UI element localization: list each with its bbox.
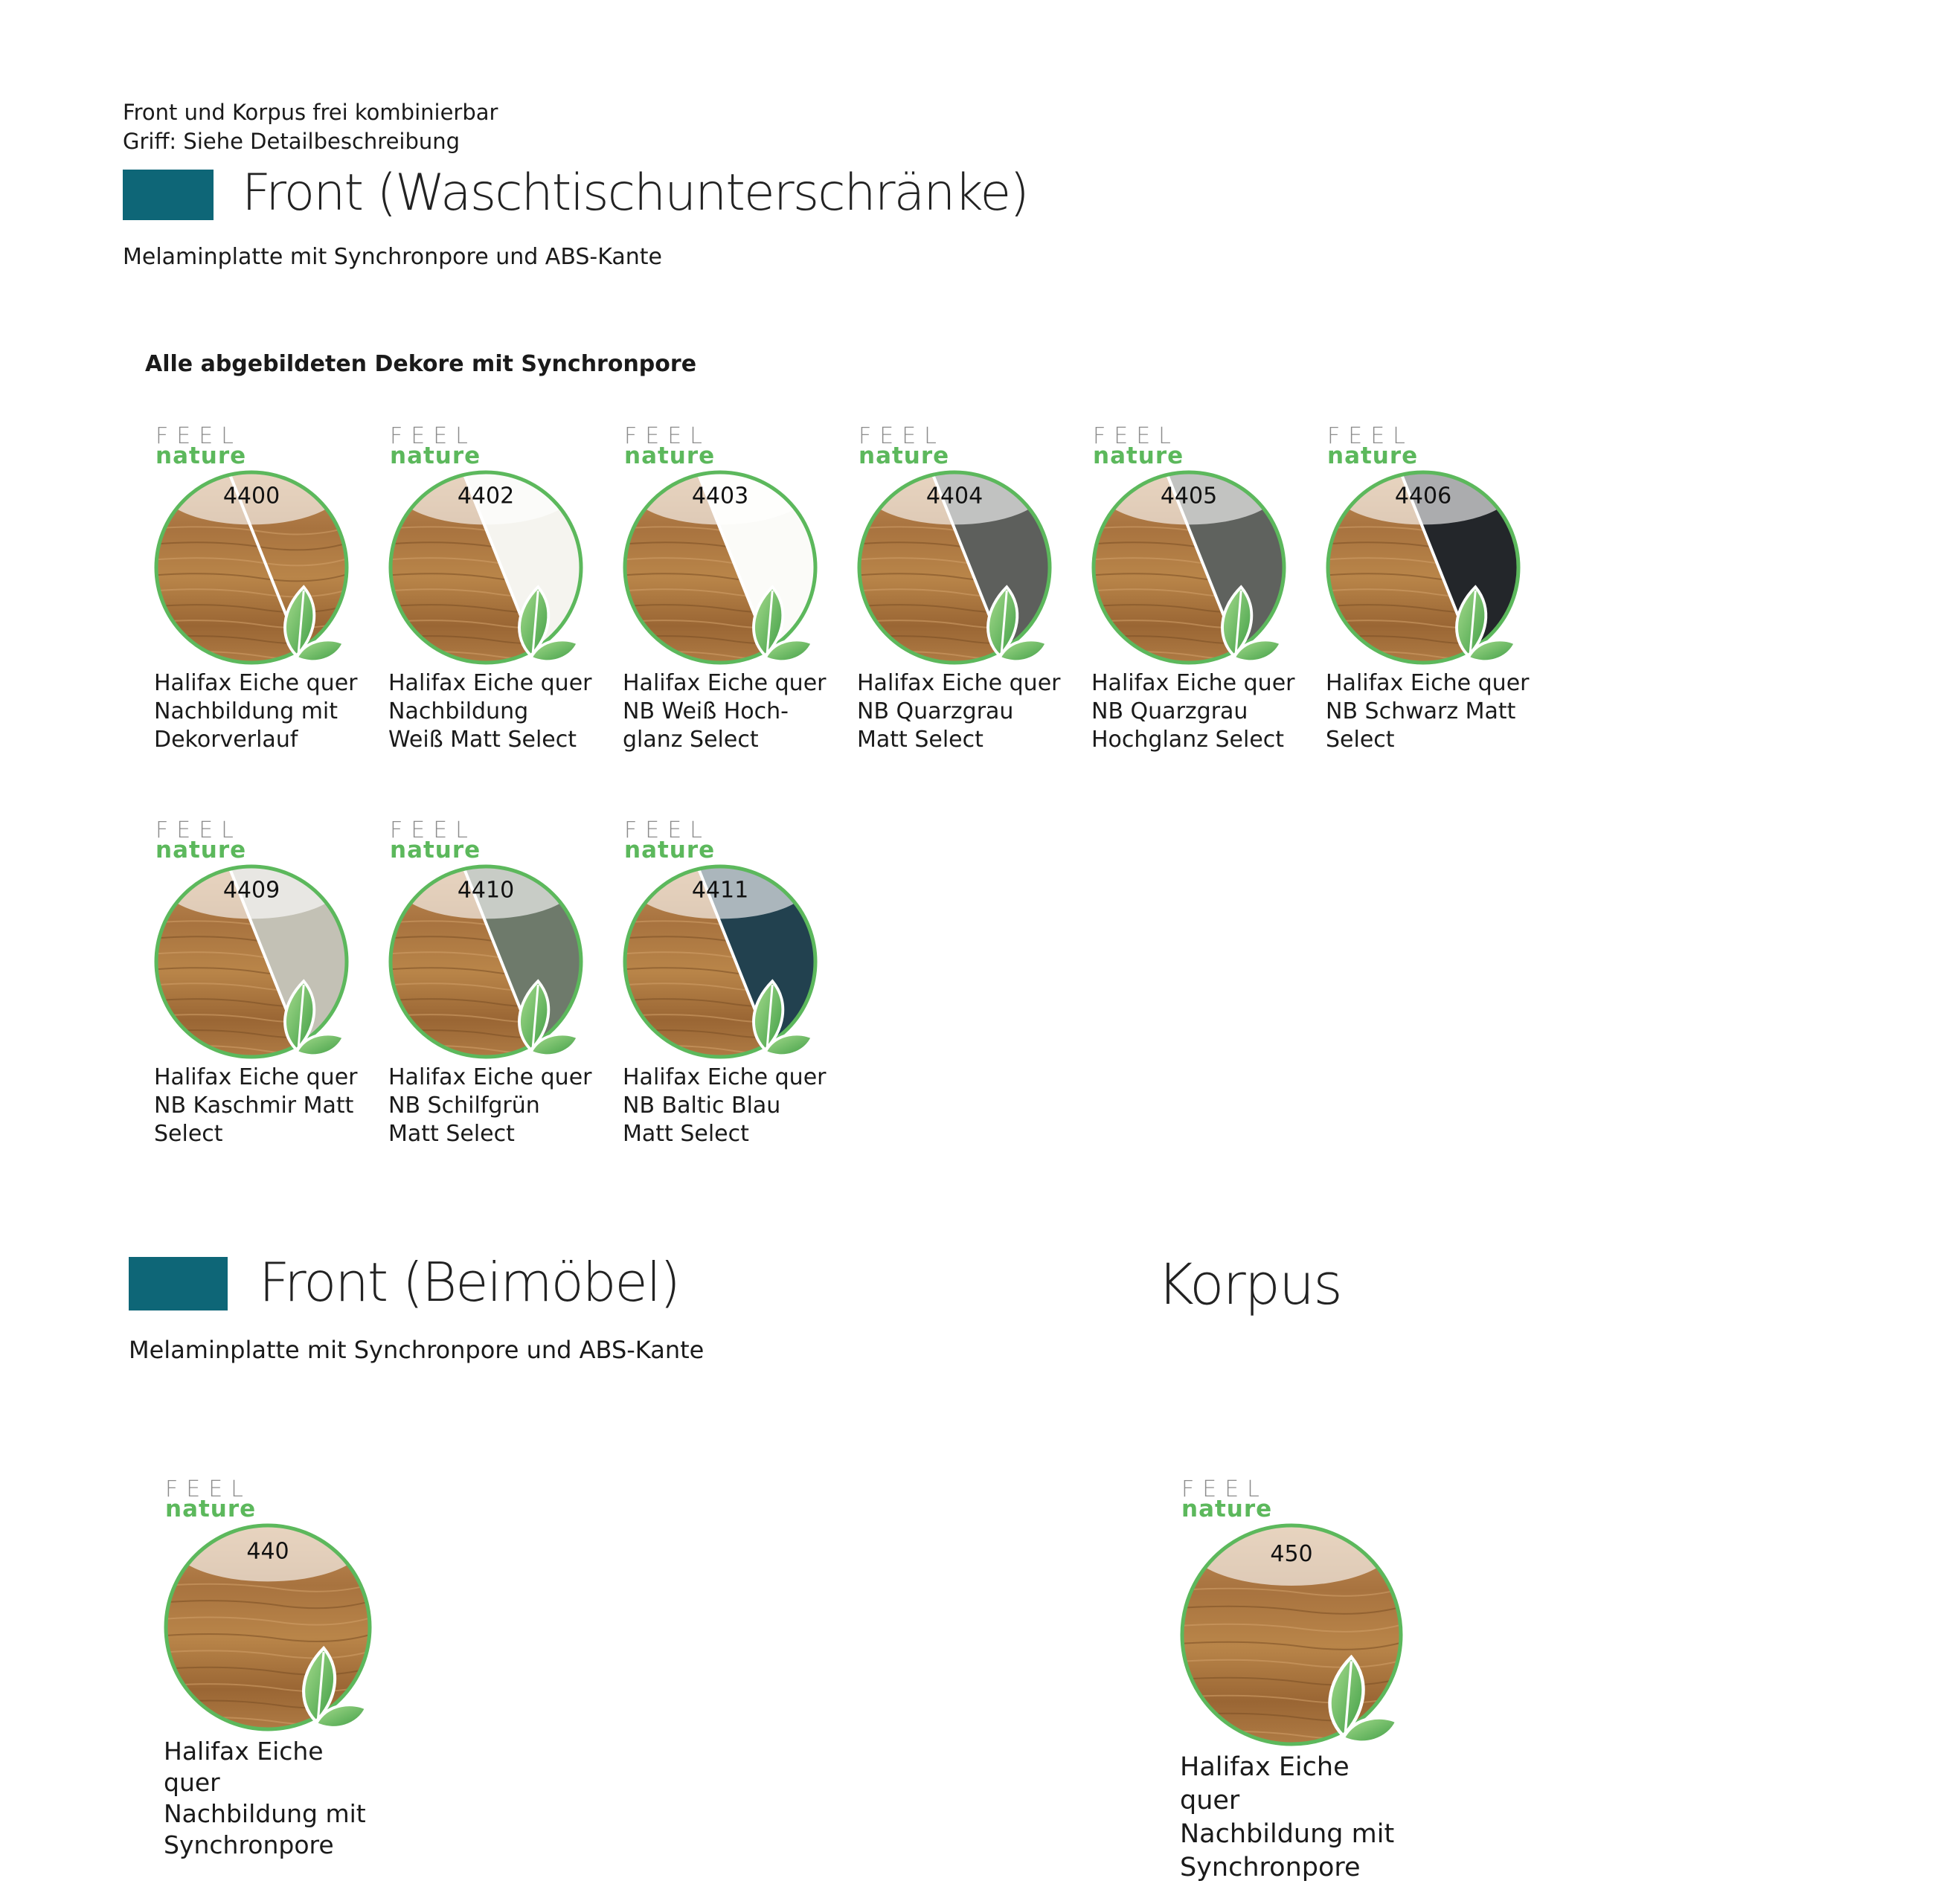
decor-swatch xyxy=(1326,470,1521,665)
decor-note: Alle abgebildeten Dekore mit Synchronpore xyxy=(145,351,697,377)
feel-nature-logo: FEEL nature xyxy=(1181,1476,1273,1522)
decor-code: 4405 xyxy=(1160,483,1218,509)
decor-code: 4402 xyxy=(457,483,515,509)
decor-code: 4409 xyxy=(222,877,280,904)
decor-swatch xyxy=(388,470,583,665)
feel-nature-logo: FEEL nature xyxy=(390,817,481,863)
section-title-front-beimoebel: Front (Beimöbel) xyxy=(259,1251,679,1313)
decor-label: Halifax Eiche quer NB Kaschmir Matt Select xyxy=(154,1064,358,1147)
section-title-front-waschtisch: Front (Waschtischunterschränke) xyxy=(242,164,1028,222)
decor-label: Halifax Eiche quer Nachbildung mit Synchronpore xyxy=(1180,1752,1395,1882)
decor-label: Halifax Eiche quer Nachbildung Weiß Matt Select xyxy=(388,670,592,753)
feel-nature-logo: FEEL nature xyxy=(165,1476,257,1522)
decor-label: Halifax Eiche quer NB Schwarz Matt Select xyxy=(1326,670,1530,753)
decor-code: 4406 xyxy=(1394,483,1452,509)
feel-nature-logo: FEEL nature xyxy=(624,817,716,863)
feel-nature-logo: FEEL nature xyxy=(155,817,247,863)
section-subtitle-beimoebel: Melaminplatte mit Synchronpore und ABS-Kante xyxy=(129,1336,705,1364)
decor-label: Halifax Eiche quer Nachbildung mit Synchronpore xyxy=(164,1737,366,1859)
section-color-bar-beimoebel xyxy=(129,1257,228,1310)
feel-nature-logo: FEEL nature xyxy=(390,423,481,469)
section-color-bar xyxy=(123,170,214,220)
feel-nature-logo: FEEL nature xyxy=(624,423,716,469)
decor-code: 4404 xyxy=(925,483,983,509)
intro-text xyxy=(123,98,498,156)
decor-label: Halifax Eiche quer NB Quarzgrau Hochglanz Select xyxy=(1091,670,1295,753)
section-subtitle: Melaminplatte mit Synchronpore und ABS-Kante xyxy=(123,244,663,270)
decor-label: Halifax Eiche quer NB Quarzgrau Matt Select xyxy=(857,670,1061,753)
feel-nature-logo: FEEL nature xyxy=(1093,423,1184,469)
decor-swatch xyxy=(154,864,349,1059)
section-title-korpus: Korpus xyxy=(1157,1251,1341,1317)
decor-code: 4400 xyxy=(222,483,280,509)
decor-swatch xyxy=(388,864,583,1059)
decor-swatch xyxy=(623,864,818,1059)
decor-code: 4403 xyxy=(691,483,749,509)
decor-code: 4410 xyxy=(457,877,515,904)
decor-swatch xyxy=(1180,1523,1403,1746)
decor-swatch xyxy=(1091,470,1286,665)
decor-label: Halifax Eiche quer NB Schilfgrün Matt Select xyxy=(388,1064,592,1147)
decor-label: Halifax Eiche quer Nachbildung mit Dekorverlauf xyxy=(154,670,358,753)
intro-line-1: Front und Korpus frei kombinierbar xyxy=(123,100,498,125)
decor-swatch xyxy=(623,470,818,665)
decor-code: 450 xyxy=(1270,1541,1313,1567)
decor-swatch xyxy=(154,470,349,665)
feel-nature-logo: FEEL nature xyxy=(155,423,247,469)
decor-code: 440 xyxy=(246,1538,289,1565)
decor-label: Halifax Eiche quer NB Baltic Blau Matt Select xyxy=(623,1064,827,1147)
intro-line-2: Griff: Siehe Detailbeschreibung xyxy=(123,129,461,154)
decor-label: Halifax Eiche quer NB Weiß Hoch- glanz Select xyxy=(623,670,827,753)
decor-swatch xyxy=(857,470,1052,665)
decor-swatch xyxy=(164,1523,372,1731)
feel-nature-logo: FEEL nature xyxy=(1327,423,1419,469)
decor-code: 4411 xyxy=(691,877,749,904)
feel-nature-logo: FEEL nature xyxy=(859,423,950,469)
